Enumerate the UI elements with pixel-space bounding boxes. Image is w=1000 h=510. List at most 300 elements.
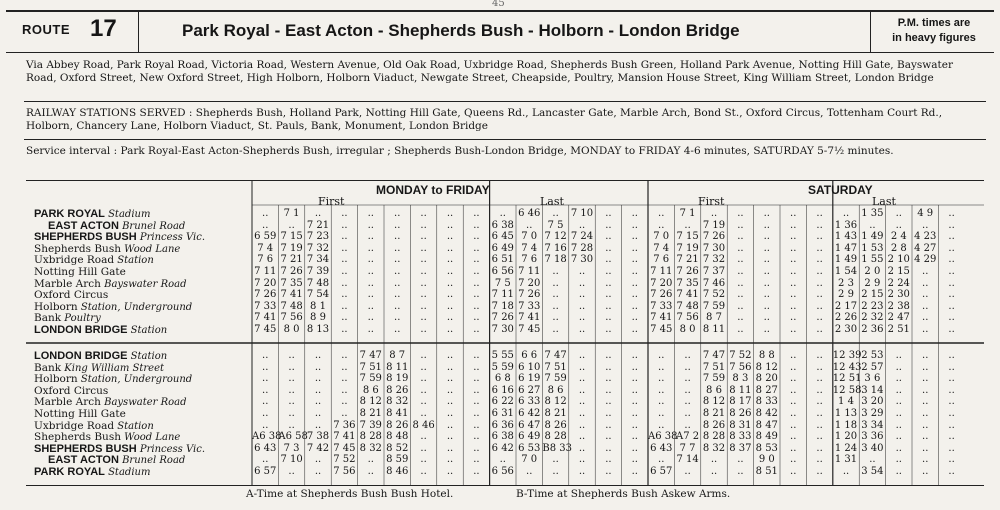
outbound-time-cell: ..: [446, 324, 454, 335]
outbound-time-cell: ..: [737, 324, 744, 335]
outbound-time-cell: 7 11: [650, 266, 673, 277]
outbound-time-cell: 6 49: [491, 242, 514, 254]
outbound-time-cell: ..: [420, 254, 427, 266]
inbound-stop: [48, 454, 185, 466]
outbound-time-cell: ..: [631, 300, 638, 312]
outbound-time-cell: ..: [605, 208, 612, 219]
inbound-time-cell: 12 43: [832, 361, 862, 373]
outbound-time-cell: ..: [631, 266, 638, 277]
outbound-time-cell: ..: [341, 300, 348, 312]
stop-name: Shepherds Bush: [34, 431, 121, 444]
inbound-time-cell: ..: [578, 373, 586, 385]
outbound-time-cell: ..: [631, 231, 638, 243]
inbound-time-cell: 5 59: [491, 361, 514, 373]
inbound-time-cell: ..: [605, 396, 612, 408]
outbound-time-cell: ..: [737, 312, 744, 324]
stop-qualifier: Stadium: [104, 467, 151, 478]
outbound-time-cell: 7 41: [254, 312, 277, 324]
outbound-time-cell: ..: [816, 266, 823, 277]
inbound-time-cell: 9 0: [758, 454, 775, 466]
inbound-time-cell: 8 47: [755, 419, 778, 431]
outbound-time-cell: ..: [552, 266, 559, 277]
outbound-time-cell: 7 33: [254, 300, 277, 312]
inbound-time-cell: ..: [631, 350, 638, 361]
inbound-time-cell: ..: [578, 431, 586, 443]
inbound-time-cell: ..: [684, 350, 691, 361]
outbound-time-cell: ..: [763, 254, 770, 266]
inbound-time-cell: 1 18: [834, 419, 858, 431]
stop-qualifier: Stadium: [104, 209, 151, 220]
inbound-time-cell: ..: [895, 442, 902, 454]
outbound-time-cell: 1 49: [861, 231, 884, 243]
inbound-time-cell: 6 57: [650, 466, 673, 477]
outbound-time-cell: ..: [605, 231, 612, 243]
inbound-time-cell: 7 47: [702, 350, 726, 361]
outbound-time-cell: ..: [367, 324, 374, 335]
stop-name: Marble Arch: [34, 277, 101, 290]
inbound-time-cell: ..: [816, 350, 823, 361]
inbound-time-cell: 8 42: [755, 408, 778, 419]
inbound-time-cell: ..: [922, 431, 929, 443]
service-interval-text: Service interval : Park Royal-East Acton-Shepherds Bush, irregular ; Shepherds Bush-London Bridge, MONDAY to FRIDAY 4-6 minutes, SATURDAY 5-7½ minutes.: [26, 145, 894, 157]
monday-friday-heading: MONDAY to FRIDAY: [376, 183, 490, 197]
inbound-time-cell: ..: [816, 396, 823, 408]
outbound-time-cell: 2 10: [887, 254, 910, 266]
outbound-time-cell: ..: [922, 324, 929, 335]
inbound-time-cell: A7 2: [676, 431, 700, 443]
outbound-time-cell: 1 43: [834, 231, 858, 243]
outbound-time-cell: 7 48: [280, 300, 303, 312]
outbound-time-cell: ..: [948, 324, 955, 335]
outbound-time-cell: ..: [446, 242, 454, 254]
inbound-time-cell: 7 14: [676, 454, 699, 466]
stop-name: Holborn: [34, 300, 78, 313]
stop-qualifier: Station: [127, 325, 168, 336]
inbound-time-cell: 3 20: [861, 396, 884, 408]
outbound-time-cell: ..: [473, 266, 480, 277]
outbound-time-cell: ..: [473, 289, 480, 301]
outbound-time-cell: ..: [552, 312, 559, 324]
outbound-time-cell: 7 24: [570, 231, 594, 243]
outbound-time-cell: ..: [948, 266, 955, 277]
inbound-time-cell: ..: [288, 373, 295, 385]
outbound-time-cell: ..: [737, 300, 744, 312]
inbound-time-cell: ..: [790, 350, 797, 361]
inbound-time-cell: ..: [658, 373, 665, 385]
outbound-time-cell: 7 23: [306, 231, 330, 243]
outbound-time-cell: ..: [446, 254, 454, 266]
outbound-time-cell: ..: [394, 277, 401, 289]
outbound-time-cell: ..: [367, 242, 374, 254]
stop-name: Bank: [34, 361, 62, 374]
inbound-time-cell: ..: [922, 419, 929, 431]
inbound-time-cell: ..: [552, 466, 559, 477]
outbound-time-cell: 6 56: [491, 266, 514, 277]
inbound-time-cell: ..: [314, 384, 322, 396]
inbound-time-cell: ..: [790, 431, 797, 443]
inbound-time-cell: 8 26: [729, 408, 752, 419]
outbound-time-cell: ..: [473, 277, 480, 289]
inbound-time-cell: ..: [499, 454, 506, 466]
outbound-time-cell: 7 26: [254, 289, 277, 301]
inbound-time-cell: A6 58: [278, 431, 308, 443]
inbound-time-cell: ..: [578, 361, 586, 373]
inbound-time-cell: ..: [473, 466, 480, 477]
outbound-time-cell: ..: [631, 242, 638, 254]
inbound-time-cell: ..: [578, 384, 586, 396]
outbound-time-cell: 2 9: [864, 277, 881, 289]
outbound-time-cell: ..: [948, 208, 955, 219]
outbound-time-cell: 8 0: [679, 324, 696, 335]
outbound-time-cell: 2 15: [887, 266, 910, 277]
inbound-time-cell: 8 8: [758, 350, 775, 361]
stop-qualifier: Brunel Road: [118, 455, 186, 467]
inbound-stop: [34, 431, 180, 443]
inbound-time-cell: ..: [605, 361, 612, 373]
inbound-time-cell: 6 8: [494, 373, 511, 385]
inbound-time-cell: 1 4: [838, 396, 854, 408]
stop-name: Holborn: [34, 373, 78, 386]
pm-note-line: P.M. times are: [897, 17, 971, 29]
inbound-time-cell: A6 38: [648, 431, 678, 443]
inbound-time-cell: ..: [948, 361, 955, 373]
outbound-time-cell: 7 6: [653, 254, 670, 266]
outbound-time-cell: ..: [816, 231, 823, 243]
inbound-time-cell: ..: [446, 466, 454, 477]
inbound-stop: [34, 396, 187, 408]
inbound-time-cell: ..: [605, 431, 612, 443]
outbound-time-cell: ..: [552, 300, 559, 312]
outbound-time-cell: ..: [420, 312, 427, 324]
inbound-time-cell: ..: [658, 396, 665, 408]
inbound-time-cell: ..: [684, 408, 691, 419]
outbound-time-cell: ..: [446, 219, 454, 231]
outbound-time-cell: 2 36: [861, 324, 884, 335]
inbound-time-cell: ..: [605, 384, 612, 396]
outbound-stop: [34, 231, 205, 243]
inbound-time-cell: ..: [948, 350, 955, 361]
inbound-time-cell: ..: [578, 408, 586, 419]
stop-name: PARK ROYAL: [34, 208, 105, 220]
outbound-time-cell: 2 0: [864, 266, 881, 277]
inbound-time-cell: ..: [473, 454, 480, 466]
section-rule: [24, 101, 986, 102]
outbound-time-cell: ..: [394, 300, 401, 312]
outbound-time-cell: ..: [578, 312, 586, 324]
inbound-time-cell: ..: [420, 454, 427, 466]
outbound-time-cell: 7 45: [254, 324, 277, 335]
outbound-time-cell: ..: [816, 242, 823, 254]
inbound-time-cell: ..: [790, 419, 797, 431]
outbound-time-cell: 2 51: [887, 324, 910, 335]
inbound-time-cell: 8 26: [544, 419, 567, 431]
outbound-time-cell: ..: [790, 254, 797, 266]
inbound-time-cell: ..: [420, 466, 427, 477]
footnote-a: A-Time at Shepherds Bush Bush Hotel.: [246, 488, 454, 500]
inbound-time-cell: ..: [790, 361, 797, 373]
outbound-time-cell: ..: [367, 300, 374, 312]
outbound-time-cell: 1 35: [861, 208, 884, 219]
inbound-time-cell: 6 43: [254, 442, 277, 454]
outbound-time-cell: ..: [394, 208, 401, 219]
stop-qualifier: Station: [114, 255, 154, 267]
inbound-time-cell: ..: [420, 350, 427, 361]
inbound-time-cell: 3 6: [864, 373, 881, 385]
inbound-time-cell: 1 20: [834, 431, 858, 443]
outbound-time-cell: ..: [948, 231, 955, 243]
outbound-time-cell: 7 26: [280, 266, 303, 277]
outbound-time-cell: ..: [262, 219, 269, 231]
inbound-time-cell: 1 24: [834, 442, 858, 454]
inbound-time-cell: ..: [816, 454, 823, 466]
inbound-time-cell: ..: [658, 361, 665, 373]
outbound-stop: [34, 278, 187, 290]
outbound-time-cell: ..: [446, 312, 454, 324]
inbound-time-cell: ..: [367, 454, 374, 466]
outbound-time-cell: 7 5: [494, 277, 511, 289]
outbound-time-cell: ..: [473, 254, 480, 266]
inbound-time-cell: 2 57: [861, 361, 884, 373]
inbound-time-cell: ..: [473, 396, 480, 408]
outbound-time-cell: ..: [895, 219, 902, 231]
outbound-time-cell: ..: [948, 242, 955, 254]
outbound-time-cell: ..: [394, 231, 401, 243]
outbound-time-cell: 4 27: [914, 242, 937, 254]
outbound-time-cell: ..: [578, 266, 586, 277]
outbound-time-cell: ..: [420, 266, 427, 277]
inbound-time-cell: 8 32: [359, 442, 382, 454]
route-header: [6, 10, 994, 53]
outbound-time-cell: ..: [446, 231, 454, 243]
inbound-time-cell: 3 14: [861, 384, 884, 396]
outbound-time-cell: ..: [420, 219, 427, 231]
outbound-time-cell: 2 47: [887, 312, 910, 324]
inbound-time-cell: ..: [314, 361, 322, 373]
inbound-time-cell: ..: [737, 454, 744, 466]
outbound-time-cell: ..: [816, 300, 823, 312]
inbound-time-cell: ..: [341, 384, 348, 396]
inbound-time-cell: ..: [446, 442, 454, 454]
outbound-time-cell: 7 26: [518, 289, 541, 301]
inbound-time-cell: 8 11: [386, 361, 409, 373]
inbound-stop: [34, 466, 150, 478]
inbound-time-cell: ..: [341, 373, 348, 385]
outbound-time-cell: ..: [658, 219, 665, 231]
outbound-time-cell: ..: [605, 324, 612, 335]
stop-name: EAST ACTON: [48, 219, 119, 232]
inbound-time-cell: 8 49: [755, 431, 778, 443]
inbound-time-cell: ..: [473, 361, 480, 373]
inbound-time-cell: ..: [288, 408, 295, 419]
inbound-time-cell: ..: [922, 396, 929, 408]
outbound-time-cell: 1 54: [834, 266, 858, 277]
outbound-time-cell: 6 59: [254, 231, 277, 243]
first-heading: First: [318, 195, 345, 208]
outbound-time-cell: ..: [420, 231, 427, 243]
route-number: 17: [90, 15, 117, 42]
inbound-time-cell: ..: [526, 466, 533, 477]
inbound-time-cell: 7 56: [729, 361, 752, 373]
outbound-time-cell: 7 1: [283, 208, 300, 219]
inbound-time-cell: ..: [895, 431, 902, 443]
outbound-time-cell: ..: [578, 289, 586, 301]
inbound-time-cell: 8 27: [755, 384, 778, 396]
outbound-time-cell: 7 26: [491, 312, 514, 324]
outbound-time-cell: ..: [737, 277, 744, 289]
outbound-time-cell: 7 28: [570, 242, 594, 254]
outbound-time-cell: ..: [341, 266, 348, 277]
outbound-time-cell: ..: [869, 219, 876, 231]
inbound-time-cell: ..: [288, 419, 295, 431]
outbound-time-cell: 7 37: [702, 266, 726, 277]
outbound-time-cell: ..: [816, 324, 823, 335]
inbound-time-cell: ..: [631, 454, 638, 466]
outbound-time-cell: 2 9: [838, 289, 854, 301]
stop-name: PARK ROYAL: [34, 466, 105, 478]
inbound-time-cell: ..: [895, 466, 902, 477]
outbound-time-cell: ..: [367, 312, 374, 324]
outbound-stop: [34, 243, 180, 255]
outbound-time-cell: ..: [763, 231, 770, 243]
inbound-time-cell: ..: [922, 384, 929, 396]
outbound-time-cell: 1 36: [834, 219, 858, 231]
outbound-time-cell: ..: [341, 312, 348, 324]
outbound-time-cell: ..: [446, 289, 454, 301]
inbound-time-cell: 8 32: [702, 442, 726, 454]
stop-qualifier: Poultry: [61, 313, 101, 325]
inbound-time-cell: ..: [473, 373, 480, 385]
outbound-time-cell: ..: [341, 231, 348, 243]
outbound-time-cell: ..: [473, 312, 480, 324]
outbound-time-cell: 2 30: [887, 289, 910, 301]
inbound-time-cell: ..: [658, 350, 665, 361]
outbound-time-cell: 7 20: [254, 277, 277, 289]
outbound-time-cell: 7 56: [676, 312, 699, 324]
inbound-time-cell: ..: [948, 396, 955, 408]
inbound-time-cell: ..: [895, 361, 902, 373]
stop-name: Bank: [34, 312, 62, 325]
inbound-time-cell: 8 19: [386, 373, 409, 385]
outbound-time-cell: 2 4: [890, 231, 907, 243]
inbound-time-cell: 7 42: [306, 442, 330, 454]
inbound-time-cell: ..: [420, 431, 427, 443]
inbound-time-cell: ..: [314, 373, 322, 385]
inbound-time-cell: ..: [314, 419, 322, 431]
inbound-time-cell: ..: [790, 396, 797, 408]
inbound-time-cell: ..: [420, 384, 427, 396]
outbound-time-cell: ..: [631, 312, 638, 324]
inbound-time-cell: ..: [895, 408, 902, 419]
outbound-time-cell: ..: [737, 254, 744, 266]
route-title: Park Royal - East Acton - Shepherds Bush - Holborn - London Bridge: [182, 21, 740, 40]
inbound-stop: [34, 443, 205, 455]
inbound-time-cell: ..: [367, 466, 374, 477]
outbound-time-cell: ..: [948, 300, 955, 312]
outbound-stop: [34, 324, 167, 336]
outbound-stop: [34, 289, 108, 301]
outbound-time-cell: 7 11: [491, 289, 514, 301]
inbound-time-cell: ..: [288, 361, 295, 373]
inbound-time-cell: ..: [341, 361, 348, 373]
inbound-time-cell: 7 39: [359, 419, 382, 431]
outbound-time-cell: 7 0: [521, 231, 538, 243]
inbound-time-cell: ..: [710, 454, 718, 466]
outbound-time-cell: ..: [790, 289, 797, 301]
inbound-time-cell: ..: [473, 350, 480, 361]
inbound-time-cell: ..: [605, 466, 612, 477]
outbound-time-cell: ..: [367, 289, 374, 301]
inbound-time-cell: ..: [578, 396, 586, 408]
outbound-time-cell: 7 21: [306, 219, 330, 231]
outbound-time-cell: ..: [420, 300, 427, 312]
outbound-time-cell: 7 30: [702, 242, 726, 254]
outbound-time-cell: ..: [763, 219, 770, 231]
outbound-time-cell: ..: [763, 324, 770, 335]
last-heading: Last: [540, 195, 564, 208]
outbound-time-cell: ..: [737, 219, 744, 231]
outbound-time-cell: ..: [605, 300, 612, 312]
outbound-time-cell: ..: [578, 277, 586, 289]
outbound-time-cell: ..: [790, 312, 797, 324]
outbound-time-cell: ..: [262, 208, 269, 219]
inbound-time-cell: ..: [816, 361, 823, 373]
inbound-time-cell: ..: [605, 419, 612, 431]
outbound-time-cell: ..: [631, 289, 638, 301]
outbound-time-cell: 7 35: [280, 277, 303, 289]
inbound-time-cell: ..: [473, 442, 480, 454]
inbound-time-cell: ..: [420, 408, 427, 419]
inbound-time-cell: ..: [895, 396, 902, 408]
outbound-time-cell: ..: [552, 324, 559, 335]
inbound-time-cell: ..: [684, 466, 691, 477]
outbound-time-cell: ..: [922, 219, 929, 231]
outbound-time-cell: ..: [367, 266, 374, 277]
outbound-time-cell: 1 53: [861, 242, 884, 254]
outbound-time-cell: 7 34: [306, 254, 330, 266]
outbound-time-cell: ..: [605, 312, 612, 324]
inbound-time-cell: ..: [948, 454, 955, 466]
outbound-time-cell: 8 13: [306, 324, 330, 335]
inbound-time-cell: ..: [816, 442, 823, 454]
outbound-time-cell: ..: [790, 277, 797, 289]
outbound-time-cell: 7 33: [650, 300, 673, 312]
outbound-time-cell: ..: [367, 231, 374, 243]
inbound-time-cell: 7 51: [702, 361, 726, 373]
inbound-time-cell: ..: [684, 419, 691, 431]
outbound-time-cell: 7 6: [521, 254, 538, 266]
inbound-time-cell: 12 39: [832, 350, 862, 361]
inbound-stop: [34, 408, 126, 420]
outbound-time-cell: 7 20: [518, 277, 541, 289]
outbound-time-cell: ..: [763, 289, 770, 301]
pm-note-line: in heavy figures: [892, 32, 976, 44]
inbound-time-cell: 6 22: [491, 396, 514, 408]
outbound-time-cell: ..: [763, 208, 770, 219]
last-heading: Last: [872, 195, 896, 208]
inbound-time-cell: ..: [922, 373, 929, 385]
outbound-stop: [34, 208, 150, 220]
inbound-time-cell: ..: [420, 396, 427, 408]
inbound-time-cell: ..: [658, 384, 665, 396]
outbound-time-cell: 7 19: [280, 242, 303, 254]
outbound-time-cell: 7 30: [570, 254, 594, 266]
inbound-time-cell: 8 41: [386, 408, 409, 419]
outbound-time-cell: 2 15: [861, 289, 884, 301]
section-rule: [24, 139, 986, 140]
stop-name: LONDON BRIDGE: [34, 350, 128, 362]
inbound-time-cell: ..: [578, 419, 586, 431]
outbound-time-cell: ..: [922, 312, 929, 324]
